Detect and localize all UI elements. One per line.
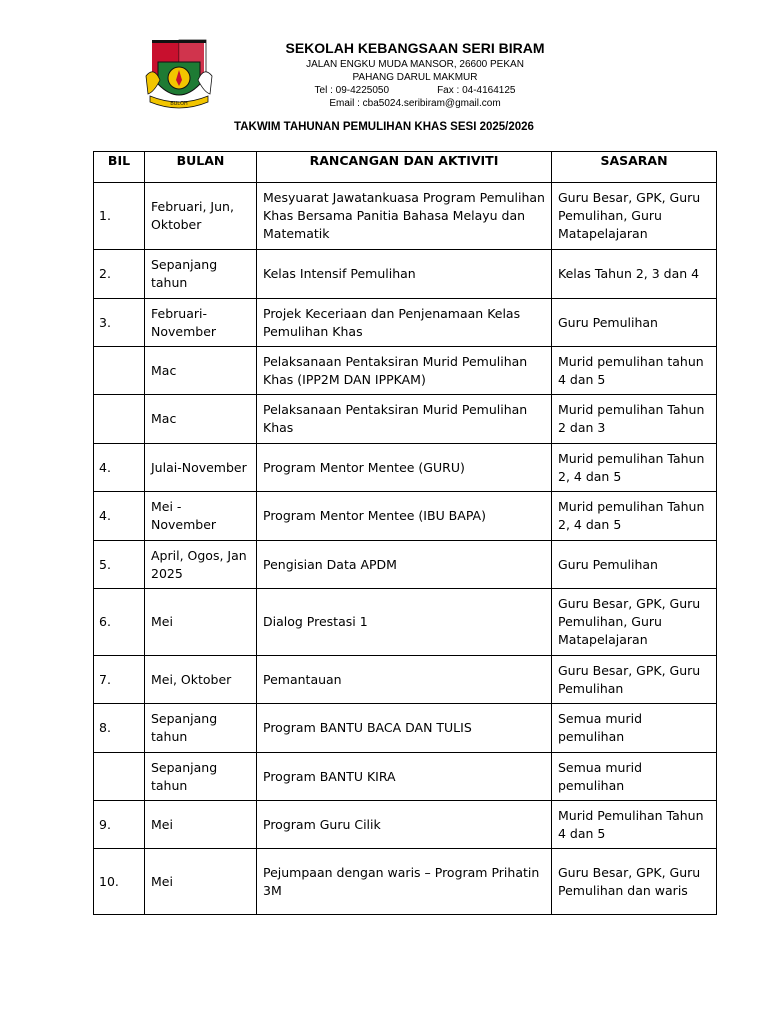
cell-sasaran: Murid pemulihan Tahun 2 dan 3: [552, 395, 717, 444]
cell-bulan: Mei: [145, 849, 257, 915]
table-row: [94, 801, 717, 849]
cell-aktiviti: Kelas Intensif Pemulihan: [257, 250, 552, 299]
cell-bulan: Februari, Jun, Oktober: [145, 183, 257, 250]
cell-bil: 4.: [94, 444, 145, 492]
contact-line: [230, 84, 600, 97]
cell-aktiviti: Pengisian Data APDM: [257, 541, 552, 589]
cell-bil: 1.: [94, 183, 145, 250]
table-row: [94, 753, 717, 801]
cell-sasaran: Guru Besar, GPK, Guru Pemulihan: [552, 656, 717, 704]
table-row: [94, 541, 717, 589]
cell-aktiviti: Pelaksanaan Pentaksiran Murid Pemulihan Khas (IPP2M DAN IPPKAM): [257, 347, 552, 395]
cell-bil: 7.: [94, 656, 145, 704]
cell-bil: [94, 753, 145, 801]
logo-top-band: [152, 40, 206, 43]
cell-bulan: Mei, Oktober: [145, 656, 257, 704]
cell-sasaran: Murid Pemulihan Tahun 4 dan 5: [552, 801, 717, 849]
cell-sasaran: Kelas Tahun 2, 3 dan 4: [552, 250, 717, 299]
cell-sasaran: Guru Pemulihan: [552, 541, 717, 589]
cell-bil: 6.: [94, 589, 145, 656]
cell-aktiviti: Pejumpaan dengan waris – Program Prihatin 3M: [257, 849, 552, 915]
table-row: [94, 250, 717, 299]
cell-bil: 4.: [94, 492, 145, 541]
takwim-table: [93, 151, 717, 915]
cell-sasaran: Murid pemulihan Tahun 2, 4 dan 5: [552, 444, 717, 492]
cell-aktiviti: Dialog Prestasi 1: [257, 589, 552, 656]
cell-sasaran: Guru Besar, GPK, Guru Pemulihan dan waris: [552, 849, 717, 915]
cell-bulan: Mac: [145, 347, 257, 395]
cell-aktiviti: Mesyuarat Jawatankuasa Program Pemulihan Khas Bersama Panitia Bahasa Melayu dan Matematik: [257, 183, 552, 250]
cell-aktiviti: Program BANTU KIRA: [257, 753, 552, 801]
table-row: [94, 395, 717, 444]
cell-sasaran: Semua murid pemulihan: [552, 753, 717, 801]
address-line-2: PAHANG DARUL MAKMUR: [352, 72, 478, 83]
cell-aktiviti: Projek Keceriaan dan Penjenamaan Kelas Pemulihan Khas: [257, 299, 552, 347]
table-row: [94, 849, 717, 915]
email-address: Email : cba5024.seribiram@gmail.com: [329, 98, 501, 109]
cell-aktiviti: Program Guru Cilik: [257, 801, 552, 849]
cell-bil: [94, 395, 145, 444]
address-line-1: JALAN ENGKU MUDA MANSOR, 26600 PEKAN: [306, 59, 524, 70]
cell-bulan: Mei: [145, 589, 257, 656]
cell-aktiviti: Program Mentor Mentee (IBU BAPA): [257, 492, 552, 541]
cell-bulan: Sepanjang tahun: [145, 704, 257, 753]
cell-bil: 9.: [94, 801, 145, 849]
logo-banner-text: BULOH: [170, 101, 188, 107]
header-aktiviti: RANCANGAN DAN AKTIVITI: [257, 152, 552, 183]
header-bulan: BULAN: [145, 152, 257, 183]
table-row: [94, 656, 717, 704]
cell-aktiviti: Program BANTU BACA DAN TULIS: [257, 704, 552, 753]
cell-bulan: Mei: [145, 801, 257, 849]
header-bil: BIL: [94, 152, 145, 183]
cell-aktiviti: Pelaksanaan Pentaksiran Murid Pemulihan Khas: [257, 395, 552, 444]
table-row: [94, 492, 717, 541]
document-title: TAKWIM TAHUNAN PEMULIHAN KHAS SESI 2025/2026: [234, 121, 534, 133]
table-row: [94, 299, 717, 347]
school-logo: [144, 36, 214, 112]
cell-sasaran: Guru Pemulihan: [552, 299, 717, 347]
cell-bulan: Februari-November: [145, 299, 257, 347]
cell-bil: 3.: [94, 299, 145, 347]
cell-bil: [94, 347, 145, 395]
table-row: [94, 347, 717, 395]
cell-bil: 2.: [94, 250, 145, 299]
cell-bil: 10.: [94, 849, 145, 915]
school-header: [230, 40, 600, 110]
header-sasaran: SASARAN: [552, 152, 717, 183]
cell-sasaran: Guru Besar, GPK, Guru Pemulihan, Guru Matapelajaran: [552, 589, 717, 656]
table-row: [94, 704, 717, 753]
cell-bulan: Sepanjang tahun: [145, 753, 257, 801]
table-row: [94, 589, 717, 656]
table-header-row: [94, 152, 717, 183]
cell-bulan: Mei - November: [145, 492, 257, 541]
cell-aktiviti: Pemantauan: [257, 656, 552, 704]
cell-aktiviti: Program Mentor Mentee (GURU): [257, 444, 552, 492]
cell-sasaran: Murid pemulihan tahun 4 dan 5: [552, 347, 717, 395]
fax-number: Fax : 04-4164125: [437, 85, 516, 96]
cell-sasaran: Semua murid pemulihan: [552, 704, 717, 753]
cell-bulan: Julai-November: [145, 444, 257, 492]
cell-sasaran: Murid pemulihan Tahun 2, 4 dan 5: [552, 492, 717, 541]
cell-bulan: Mac: [145, 395, 257, 444]
table-row: [94, 183, 717, 250]
cell-bil: 8.: [94, 704, 145, 753]
tel-number: Tel : 09-4225050: [314, 85, 390, 96]
cell-bil: 5.: [94, 541, 145, 589]
table-row: [94, 444, 717, 492]
school-name: SEKOLAH KEBANGSAAN SERI BIRAM: [285, 40, 545, 56]
cell-bulan: Sepanjang tahun: [145, 250, 257, 299]
cell-bulan: April, Ogos, Jan 2025: [145, 541, 257, 589]
cell-sasaran: Guru Besar, GPK, Guru Pemulihan, Guru Matapelajaran: [552, 183, 717, 250]
